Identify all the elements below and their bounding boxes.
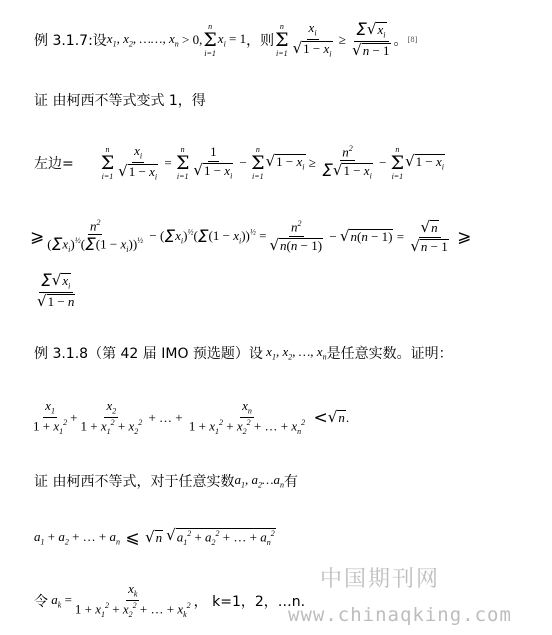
- fraction-sum-root-over-root: Σ √ $x_i$ √ n − 1: [352, 19, 390, 59]
- proof-2-variables: $a_1$, $a_2\dots a_n$: [234, 472, 285, 490]
- sum-a-terms: $a_1 + a_2$ + … + $a_n$: [34, 529, 121, 547]
- root-one-minus-xi: √ $1 - x_i$: [265, 152, 305, 172]
- fraction-xi-over-root: $x_i$ √ $1 - x_i$: [118, 142, 158, 182]
- root-sum-squares: √ $a_1^2 + a_2^2$ + … + $a_n^2$: [166, 526, 275, 548]
- let-suffix: ， k=1，2，…n.: [193, 594, 306, 610]
- left-side-label: 左边=: [34, 156, 74, 172]
- imo-inequality-line: $\frac{x_1}{1 + x_1^2}$ + $\frac{x_2}{1 + x_1^2 + x_2^2}$ + … + $\frac{x_n}{1 + x_1^2 + x_2^2 + \dots + x_n^2}$ < √ n .: [33, 397, 350, 437]
- geq-slant-sign: ⩾: [451, 227, 472, 247]
- sum-symbol: n Σ i=1: [175, 144, 190, 181]
- geq-sign: ≥: [335, 32, 350, 47]
- condition-variables: $x_1$, $x_2$, ……, $x_n$: [106, 31, 179, 49]
- leq-slant-sign: ⩽: [120, 528, 146, 548]
- fraction-a-k: $\frac{x_k}{1 + x_1^2 + x_2^2 + \dots + x_k^2}$: [74, 580, 191, 620]
- fraction-root-n-over-root-n-1: √ n √ n − 1: [410, 217, 448, 255]
- root-one-minus-xi: √ $1 - x_i$: [405, 152, 445, 172]
- example-3-1-7-label: 例 3.1.7:设: [34, 33, 107, 49]
- fraction-n2-over-product: $\frac{n^2}{(\Sigma x_i)^{\frac{1}{2}}(\Sigma(1 - x_i))^{\frac{1}{2}}}$: [47, 217, 144, 256]
- sum-symbol: n Σ i=1: [100, 144, 115, 181]
- final-fraction-line: [34, 268, 78, 314]
- let-definition-line: [34, 578, 305, 624]
- fraction-n2-over-sum-root: $n^2$ Σ √ $1 - x_i$: [322, 143, 372, 182]
- root-n: √ n: [327, 408, 345, 427]
- fraction-one-over-root: 1 √ $1 - x_i$: [193, 144, 233, 181]
- example-3-1-8-tail: 是任意实数。证明：: [326, 346, 453, 362]
- let-prefix: 令: [34, 594, 48, 610]
- root-n-n-minus-1: √ n(n − 1): [339, 227, 393, 246]
- proof-2-intro-line: [34, 470, 298, 492]
- watermark-url: www.chinaqking.com: [288, 604, 512, 626]
- fraction-n2-over-root-n: $n^2$ √ n(n − 1): [269, 219, 323, 254]
- a-k-definition: $a_k$ =: [48, 592, 72, 610]
- proof-2-intro: 证 由柯西不等式，对于任意实数: [34, 474, 235, 490]
- cauchy-inequality-line: [34, 522, 276, 554]
- end-mark: 。: [393, 33, 408, 49]
- inequality-chain-line: ⩾ $\frac{n^2}{(\Sigma x_i)^{\frac{1}{2}}(\Sigma(1 - x_i))^{\frac{1}{2}}}$ − $(\Sigma x_i)^{\frac{1}{2}}(\Sigma(1 - x_i))^{\frac{1}{2}}$ = $n^2$ √ n(n − 1) − √ n(n − 1) = √ n √ n − 1 ⩾: [30, 217, 472, 256]
- example-3-1-8-variables: $x_1$, $x_2$, …, $x_n$: [262, 344, 327, 362]
- geq-slant-sign: ⩾: [30, 227, 45, 247]
- proof-2-intro-tail: 有: [284, 474, 299, 490]
- example-3-1-7-line: [34, 18, 417, 62]
- left-side-line: 左边= n Σ i=1 $x_i$ √ $1 - x_i$ = n Σ i=1 1 √ $1 - x_i$ − n Σ i=1 √ $1 - x_i$ ≥ $n^2$ Σ √ $1 - x_i$ − n Σ i=1 √ $1 - x_i$: [34, 142, 445, 182]
- root-n: √ n: [145, 528, 163, 547]
- example-3-1-8-line: [34, 340, 453, 366]
- sum-equals-one: $x_i = 1$: [217, 31, 247, 49]
- fraction-term-2: $\frac{x_2}{1 + x_1^2 + x_2^2}$: [80, 397, 143, 437]
- sum-symbol: n Σ i=1: [390, 144, 405, 181]
- sum-symbol: n Σ i=1: [275, 21, 289, 58]
- watermark-text-cn: 中国期刊网: [320, 567, 441, 592]
- then-label: ，则: [246, 33, 275, 49]
- example-3-1-8-label: 例 3.1.8（第 42 届 IMO 预选题）设: [34, 346, 263, 362]
- minus-product-term: − $(\Sigma x_i)^{\frac{1}{2}}(\Sigma(1 - x_i))^{\frac{1}{2}}$ =: [146, 227, 267, 247]
- proof-1-intro: 证 由柯西不等式变式 1，得: [34, 93, 206, 109]
- reference-mark: [8]: [407, 36, 418, 44]
- fraction-xi-over-root: $x_i$ √ $1 - x_i$: [292, 19, 332, 59]
- condition-gt-zero: > 0,: [178, 32, 203, 47]
- fraction-term-n: $\frac{x_n}{1 + x_1^2 + x_2^2 + \dots + x_n^2}$: [188, 397, 306, 437]
- fraction-sum-root-over-root-1-n: Σ √ $x_i$ √ 1 − n: [37, 270, 75, 310]
- fraction-term-1: $\frac{x_1}{1 + x_1^2}$: [33, 397, 68, 437]
- sum-symbol: n Σ i=1: [203, 21, 217, 58]
- sum-symbol: n Σ i=1: [251, 144, 265, 181]
